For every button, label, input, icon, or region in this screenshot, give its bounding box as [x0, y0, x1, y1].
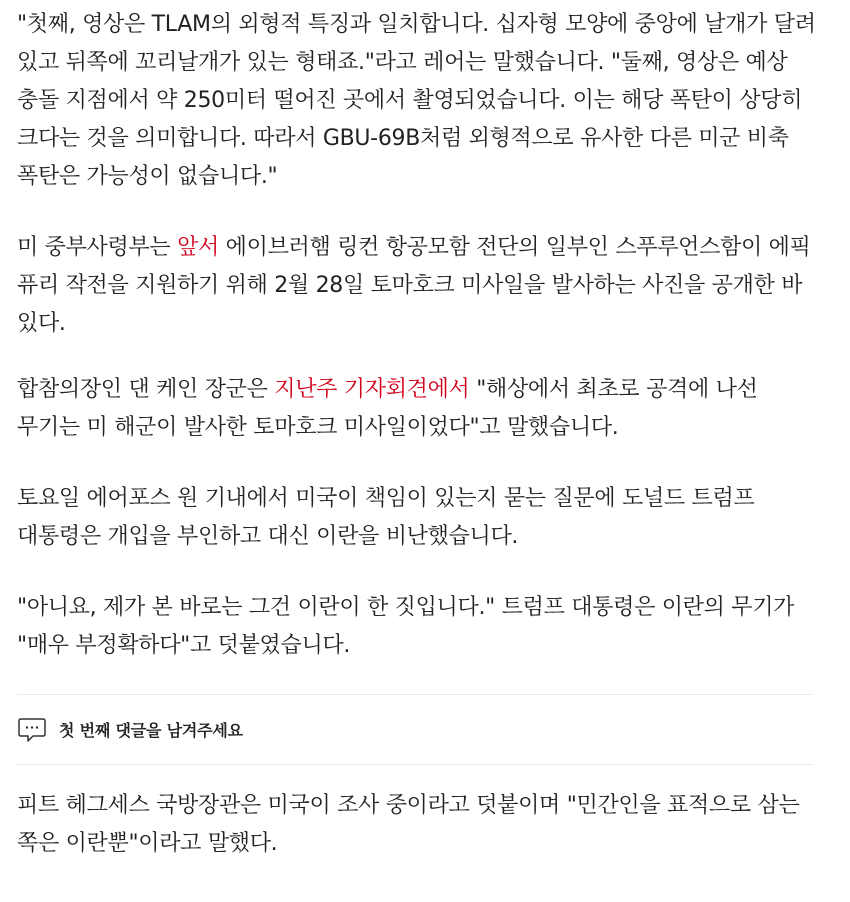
- comment-divider-bottom: [17, 764, 813, 765]
- paragraph-2-text-before: 미 중부사령부는: [17, 235, 178, 260]
- paragraph-2: [17, 229, 817, 343]
- paragraph-5: "아니요, 제가 본 바로는 그건 이란이 한 짓입니다." 트럼프 대통령은 이란의 무기가 "매우 부정확하다"고 덧붙였습니다.: [17, 595, 795, 658]
- paragraph-3: [17, 371, 817, 447]
- earlier-link[interactable]: 앞서: [177, 235, 219, 260]
- comment-prompt-button[interactable]: [17, 712, 243, 746]
- comment-prompt-label: 첫 번째 댓글을 남겨주세요: [59, 720, 243, 740]
- comment-divider-top: [17, 694, 813, 695]
- paragraph-2-text-after: 에이브러햄 링컨 항공모함 전단의 일부인 스푸루언스함이 에픽 퓨리 작전을 지원하기 위해 2월 28일 토마호크 미사일을 발사하는 사진을 공개한 바 있다.: [17, 235, 811, 336]
- paragraph-3-text-before: 합참의장인 댄 케인 장군은: [17, 377, 275, 402]
- paragraph-6: 피트 헤그세스 국방장관은 미국이 조사 중이라고 덧붙이며 "민간인을 표적으로 삼는 쪽은 이란뿐"이라고 말했다.: [17, 793, 800, 856]
- paragraph-1: "첫째, 영상은 TLAM의 외형적 특징과 일치합니다. 십자형 모양에 중앙에 날개가 달려 있고 뒤쪽에 꼬리날개가 있는 형태죠."라고 레어는 말했습니다. "둘째, 영상은 예상 충돌 지점에서 약 250미터 떨어진 곳에서 촬영되었습니다. 이는 해당 폭탄이 상당히 크다는 것을 의미합니다. 따라서 GBU-69B처럼 외형적으로 유사한 다른 미군 비축 폭탄은 가능성이 없습니다.": [17, 12, 816, 189]
- press-conference-link[interactable]: 지난주 기자회견에서: [274, 377, 470, 402]
- paragraph-4: 토요일 에어포스 원 기내에서 미국이 책임이 있는지 묻는 질문에 도널드 트럼프 대통령은 개입을 부인하고 대신 이란을 비난했습니다.: [17, 486, 755, 549]
- speech-bubble-icon: [17, 714, 47, 744]
- paragraph-3-text-after: "해상에서 최초로 공격에 나선 무기는 미 해군이 발사한 토마호크 미사일이었다"고 말했습니다.: [17, 377, 758, 440]
